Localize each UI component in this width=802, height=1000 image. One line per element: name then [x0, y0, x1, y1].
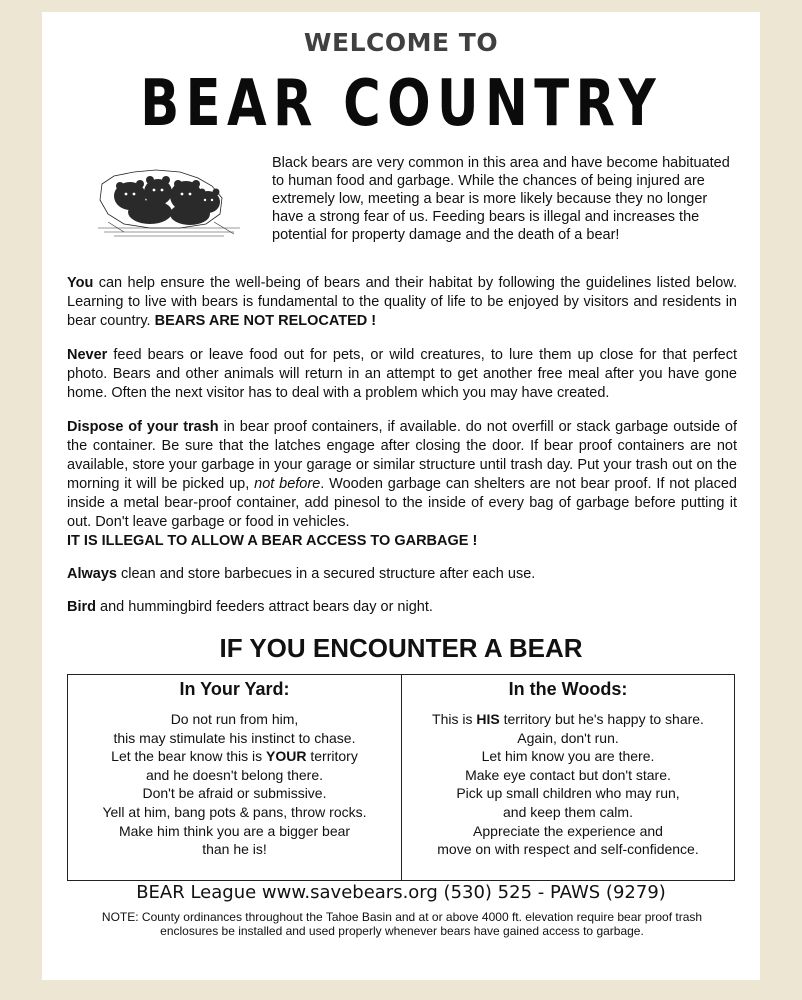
- woods-line-part: This is: [432, 711, 477, 727]
- yard-line: than he is!: [202, 841, 267, 858]
- yard-line: Yell at him, bang pots & pans, throw rocks.: [102, 803, 367, 820]
- encounter-table: [67, 674, 735, 881]
- yard-line: [68, 747, 401, 766]
- woods-line-emphasis: HIS: [476, 711, 500, 727]
- woods-column: [401, 675, 734, 880]
- you-body: can help ensure the well-being of bears and their habitat by following the guidelines listed below. Learning to live with bears is fundamental to the quality of life to be enjoyed by visitors and residents in bear country.: [67, 275, 737, 329]
- bird-lead: Bird: [67, 599, 96, 615]
- always-lead: Always: [67, 566, 117, 582]
- woods-line: and keep them calm.: [503, 803, 633, 820]
- woods-line: Again, don't run.: [517, 729, 619, 746]
- you-lead: You: [67, 275, 94, 291]
- woods-line: Appreciate the experience and: [473, 822, 663, 839]
- ordinance-note: NOTE: County ordinances throughout the Tahoe Basin and at or above 4000 ft. elevation require bear proof trash enclosures be installed and used properly whenever bears have gained access to garbage.: [101, 910, 703, 938]
- intro-paragraph: Black bears are very common in this area and have become habituated to human food and garbage. While the chances of being injured are extremely low, meeting a bear is more likely because they no longer have a strong fear of us. Feeding bears is illegal and increases the potential for property damage and the death of a bear!: [272, 155, 730, 243]
- yard-column: [68, 675, 401, 880]
- yard-line: Don't be afraid or submissive.: [142, 785, 327, 802]
- relocation-notice: BEARS ARE NOT RELOCATED !: [154, 313, 377, 329]
- woods-line: Let him know you are there.: [481, 748, 655, 765]
- encounter-heading: IF YOU ENCOUNTER A BEAR: [219, 633, 583, 663]
- woods-line: Pick up small children who may run,: [456, 785, 680, 802]
- flyer-sheet: [42, 12, 760, 980]
- you-paragraph: [67, 274, 737, 331]
- bear-family-illustration: [94, 162, 244, 242]
- yard-line: and he doesn't belong there.: [145, 766, 324, 783]
- yard-title: In Your Yard:: [179, 679, 290, 699]
- woods-line: [402, 710, 734, 729]
- never-paragraph: [67, 346, 737, 403]
- woods-line: move on with respect and self-confidence.: [437, 841, 699, 858]
- trash-body-2: . Wooden garbage can shelters are not bear proof. If not placed inside a metal bear-proof container, add pinesol to the inside of every bag of garbage before putting it out. Don't leave garbage or food in vehicles.: [67, 476, 737, 530]
- always-paragraph: [67, 565, 737, 584]
- woods-line: Make eye contact but don't stare.: [465, 766, 671, 783]
- bird-body: and hummingbird feeders attract bears day or night.: [96, 599, 433, 615]
- yard-line-part: territory: [306, 748, 358, 765]
- trash-body-1: in bear proof containers, if available. do not overfill or stack garbage outside of the container. Be sure that the latches engage after closing the door. If bear proof containers are not available, store your garbage in your garage or similar structure until trash day. Put your trash out on the morning it will be picked up,: [67, 419, 738, 492]
- yard-line: this may stimulate his instinct to chase.: [113, 729, 356, 746]
- trash-paragraph: [67, 418, 737, 551]
- contact-line: BEAR League www.savebears.org (530) 525 - PAWS (9279): [136, 882, 666, 903]
- yard-line: Make him think you are a bigger bear: [118, 822, 351, 839]
- welcome-heading: WELCOME TO: [303, 28, 499, 57]
- never-lead: Never: [67, 347, 108, 363]
- trash-lead: Dispose of your trash: [67, 419, 219, 435]
- garbage-warning: IT IS ILLEGAL TO ALLOW A BEAR ACCESS TO GARBAGE !: [67, 533, 478, 549]
- always-body: clean and store barbecues in a secured structure after each use.: [116, 566, 536, 582]
- woods-line-part: territory but he's happy to share.: [499, 711, 704, 727]
- yard-line-part: Let the bear know this is: [111, 748, 267, 765]
- never-body: feed bears or leave food out for pets, or wild creatures, to lure them up close for that perfect photo. Bears and other animals will return in an attempt to get another free meal after you have gone home. Often the next visitor has to deal with a problem which you may have created.: [67, 347, 737, 401]
- bird-paragraph: [67, 598, 737, 617]
- yard-line: Do not run from him,: [170, 711, 299, 727]
- page-title-text: BEAR COUNTRY: [140, 67, 662, 141]
- yard-line-emphasis: YOUR: [266, 748, 307, 765]
- trash-italic: not before: [254, 476, 321, 492]
- page-title: [42, 68, 760, 140]
- woods-title: In the Woods:: [508, 679, 628, 699]
